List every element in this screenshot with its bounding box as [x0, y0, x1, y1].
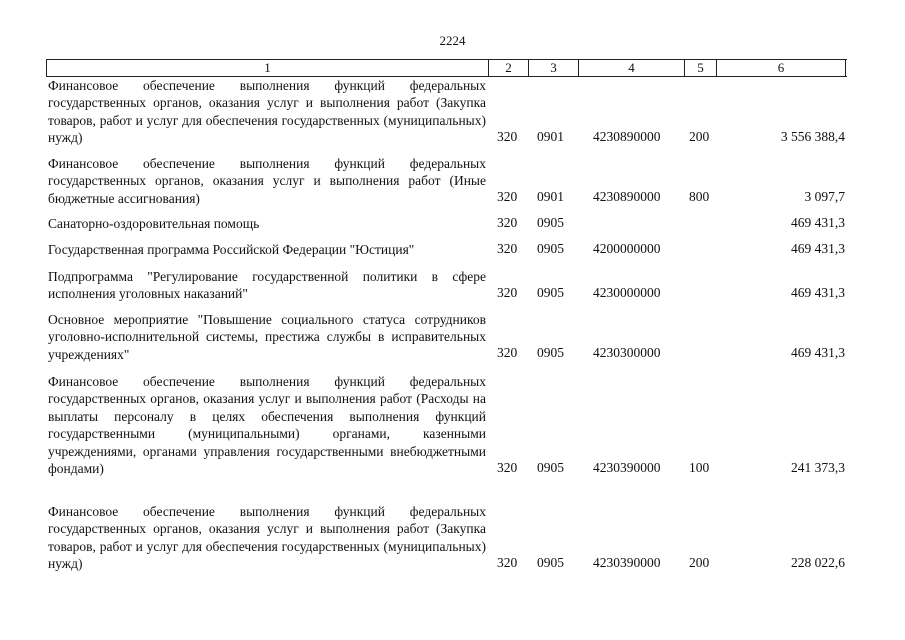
row-description: Подпрограмма "Регулирование государственной политики в сфере исполнения уголовных наказаний" — [48, 269, 486, 302]
row-col-4: 4230300000 — [593, 345, 661, 360]
row-col-2: 320 — [497, 241, 518, 256]
row-col-2: 320 — [497, 345, 518, 360]
row-col-4: 4230890000 — [593, 129, 661, 144]
table-header — [46, 59, 847, 77]
header-col-1: 1 — [47, 60, 489, 76]
row-col-5: 800 — [689, 189, 710, 204]
row-description: Государственная программа Российской Федерации "Юстиция" — [48, 242, 415, 257]
row-col-6: 228 022,6 — [791, 555, 845, 570]
row-col-6: 241 373,3 — [791, 460, 845, 475]
row-description: Санаторно-оздоровительная помощь — [48, 216, 260, 231]
row-col-6: 3 556 388,4 — [780, 129, 845, 144]
row-col-6: 469 431,3 — [791, 345, 845, 360]
row-description: Основное мероприятие "Повышение социального статуса сотрудников уголовно-исполнительной системы, престижа службы в исправительных учреждениях" — [48, 312, 486, 362]
row-col-3: 0905 — [537, 555, 564, 570]
row-col-2: 320 — [497, 460, 518, 475]
header-col-2: 2 — [489, 60, 529, 76]
row-col-5: 200 — [689, 129, 710, 144]
row-col-3: 0905 — [537, 215, 564, 230]
header-col-3: 3 — [529, 60, 579, 76]
row-col-2: 320 — [497, 189, 518, 204]
row-col-3: 0901 — [537, 189, 564, 204]
header-col-5: 5 — [685, 60, 717, 76]
row-col-6: 469 431,3 — [791, 241, 845, 256]
row-description: Финансовое обеспечение выполнения функций федеральных государственных органов, оказания услуг и выполнения работ (Закупка товаров, работ и услуг для обеспечения государственных (муниципальных) нужд) — [48, 78, 486, 146]
row-col-3: 0901 — [537, 129, 564, 144]
header-col-6: 6 — [717, 60, 846, 76]
row-col-4: 4200000000 — [593, 241, 661, 256]
row-col-3: 0905 — [537, 241, 564, 256]
row-col-4: 4230390000 — [593, 460, 661, 475]
row-col-4: 4230000000 — [593, 285, 661, 300]
row-description: Финансовое обеспечение выполнения функций федеральных государственных органов, оказания услуг и выполнения работ (Закупка товаров, работ и услуг для обеспечения государственных (муниципальных) нужд) — [48, 504, 486, 572]
row-col-2: 320 — [497, 215, 518, 230]
page-number: 2224 — [439, 33, 466, 48]
row-description: Финансовое обеспечение выполнения функций федеральных государственных органов, оказания услуг и выполнения работ (Расходы на выплаты персоналу в целях обеспечения выполнения функций государственными (муниципальными) органами, казенными учреждениями, органами управления государственными внебюджетными фондами) — [48, 374, 486, 477]
row-col-3: 0905 — [537, 460, 564, 475]
row-col-6: 3 097,7 — [804, 189, 845, 204]
row-col-4: 4230890000 — [593, 189, 661, 204]
row-col-2: 320 — [497, 285, 518, 300]
row-col-2: 320 — [497, 555, 518, 570]
row-col-5: 100 — [689, 460, 710, 475]
row-col-3: 0905 — [537, 285, 564, 300]
row-col-4: 4230390000 — [593, 555, 661, 570]
row-col-5: 200 — [689, 555, 710, 570]
header-col-4: 4 — [579, 60, 685, 76]
row-col-2: 320 — [497, 129, 518, 144]
row-col-6: 469 431,3 — [791, 215, 845, 230]
row-description: Финансовое обеспечение выполнения функций федеральных государственных органов, оказания услуг и выполнения работ (Иные бюджетные ассигнования) — [48, 156, 486, 206]
row-col-6: 469 431,3 — [791, 285, 845, 300]
row-col-3: 0905 — [537, 345, 564, 360]
